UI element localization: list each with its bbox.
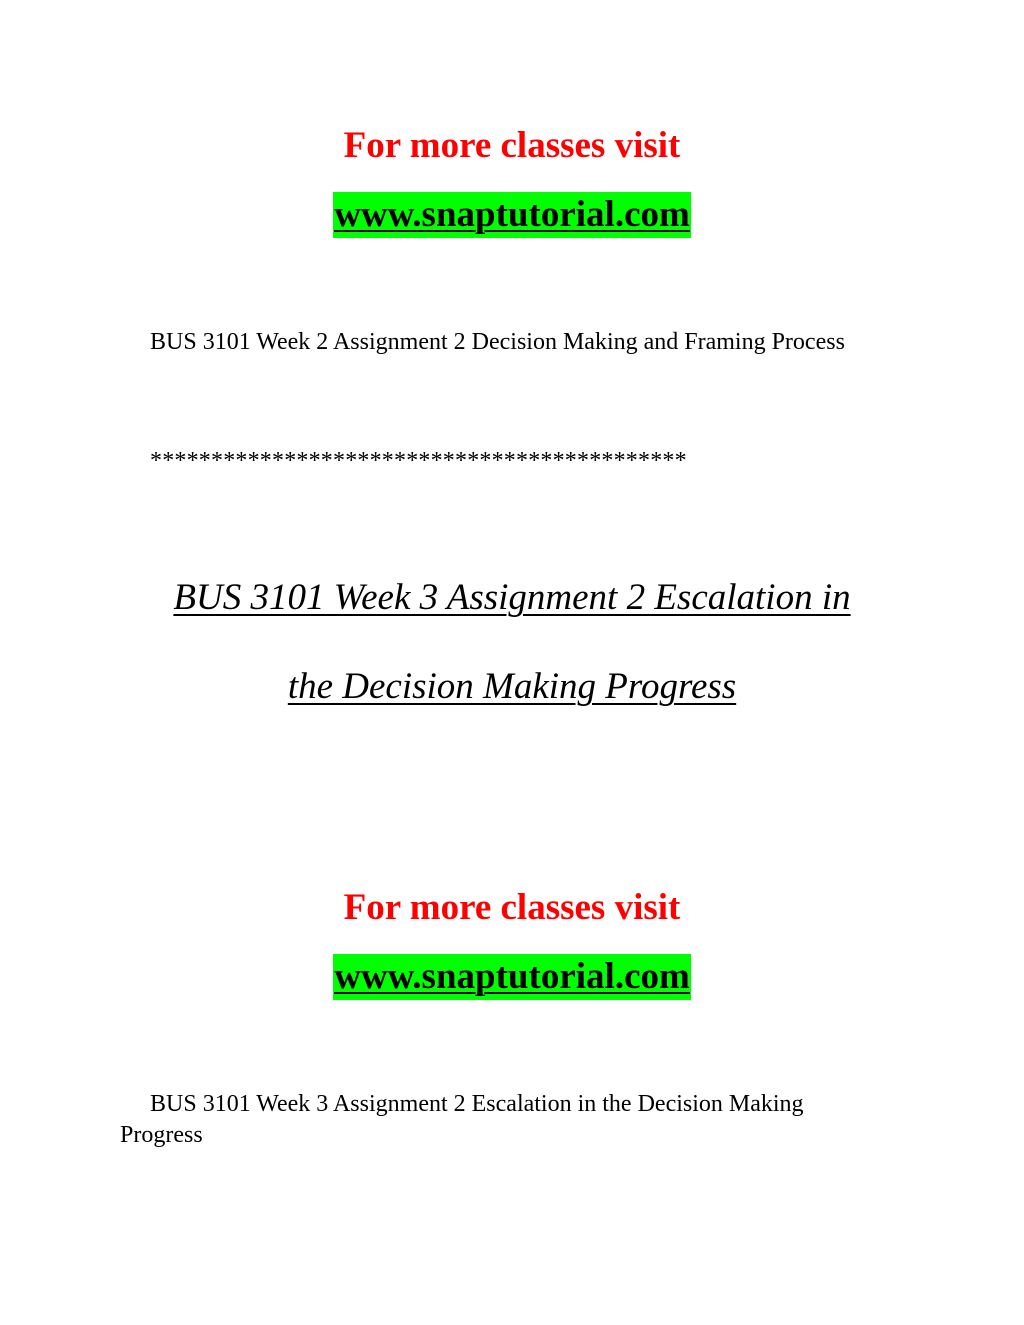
separator-line: ******************************************** — [150, 448, 687, 474]
bottom-promo-heading: For more classes visit — [343, 887, 681, 928]
assignment-title-line-1 — [0, 576, 1024, 620]
description-paragraph: BUS 3101 Week 3 Assignment 2 Escalation in the Decision Making Progress — [120, 1091, 804, 1148]
top-promo-heading: For more classes visit — [343, 125, 681, 166]
assignment-title-line-2 — [0, 665, 1024, 709]
bottom-promo-link-wrap — [0, 954, 1024, 1000]
top-promo-link[interactable]: www.snaptutorial.com — [333, 192, 691, 238]
assignment-title-line-1-text: BUS 3101 Week 3 Assignment 2 Escalation in — [173, 577, 851, 618]
top-promo-link-wrap — [0, 192, 1024, 238]
intro-paragraph: BUS 3101 Week 2 Assignment 2 Decision Making and Framing Process — [150, 329, 845, 355]
bottom-promo-link[interactable]: www.snaptutorial.com — [333, 954, 691, 1000]
assignment-title-line-2-text: the Decision Making Progress — [287, 666, 737, 707]
